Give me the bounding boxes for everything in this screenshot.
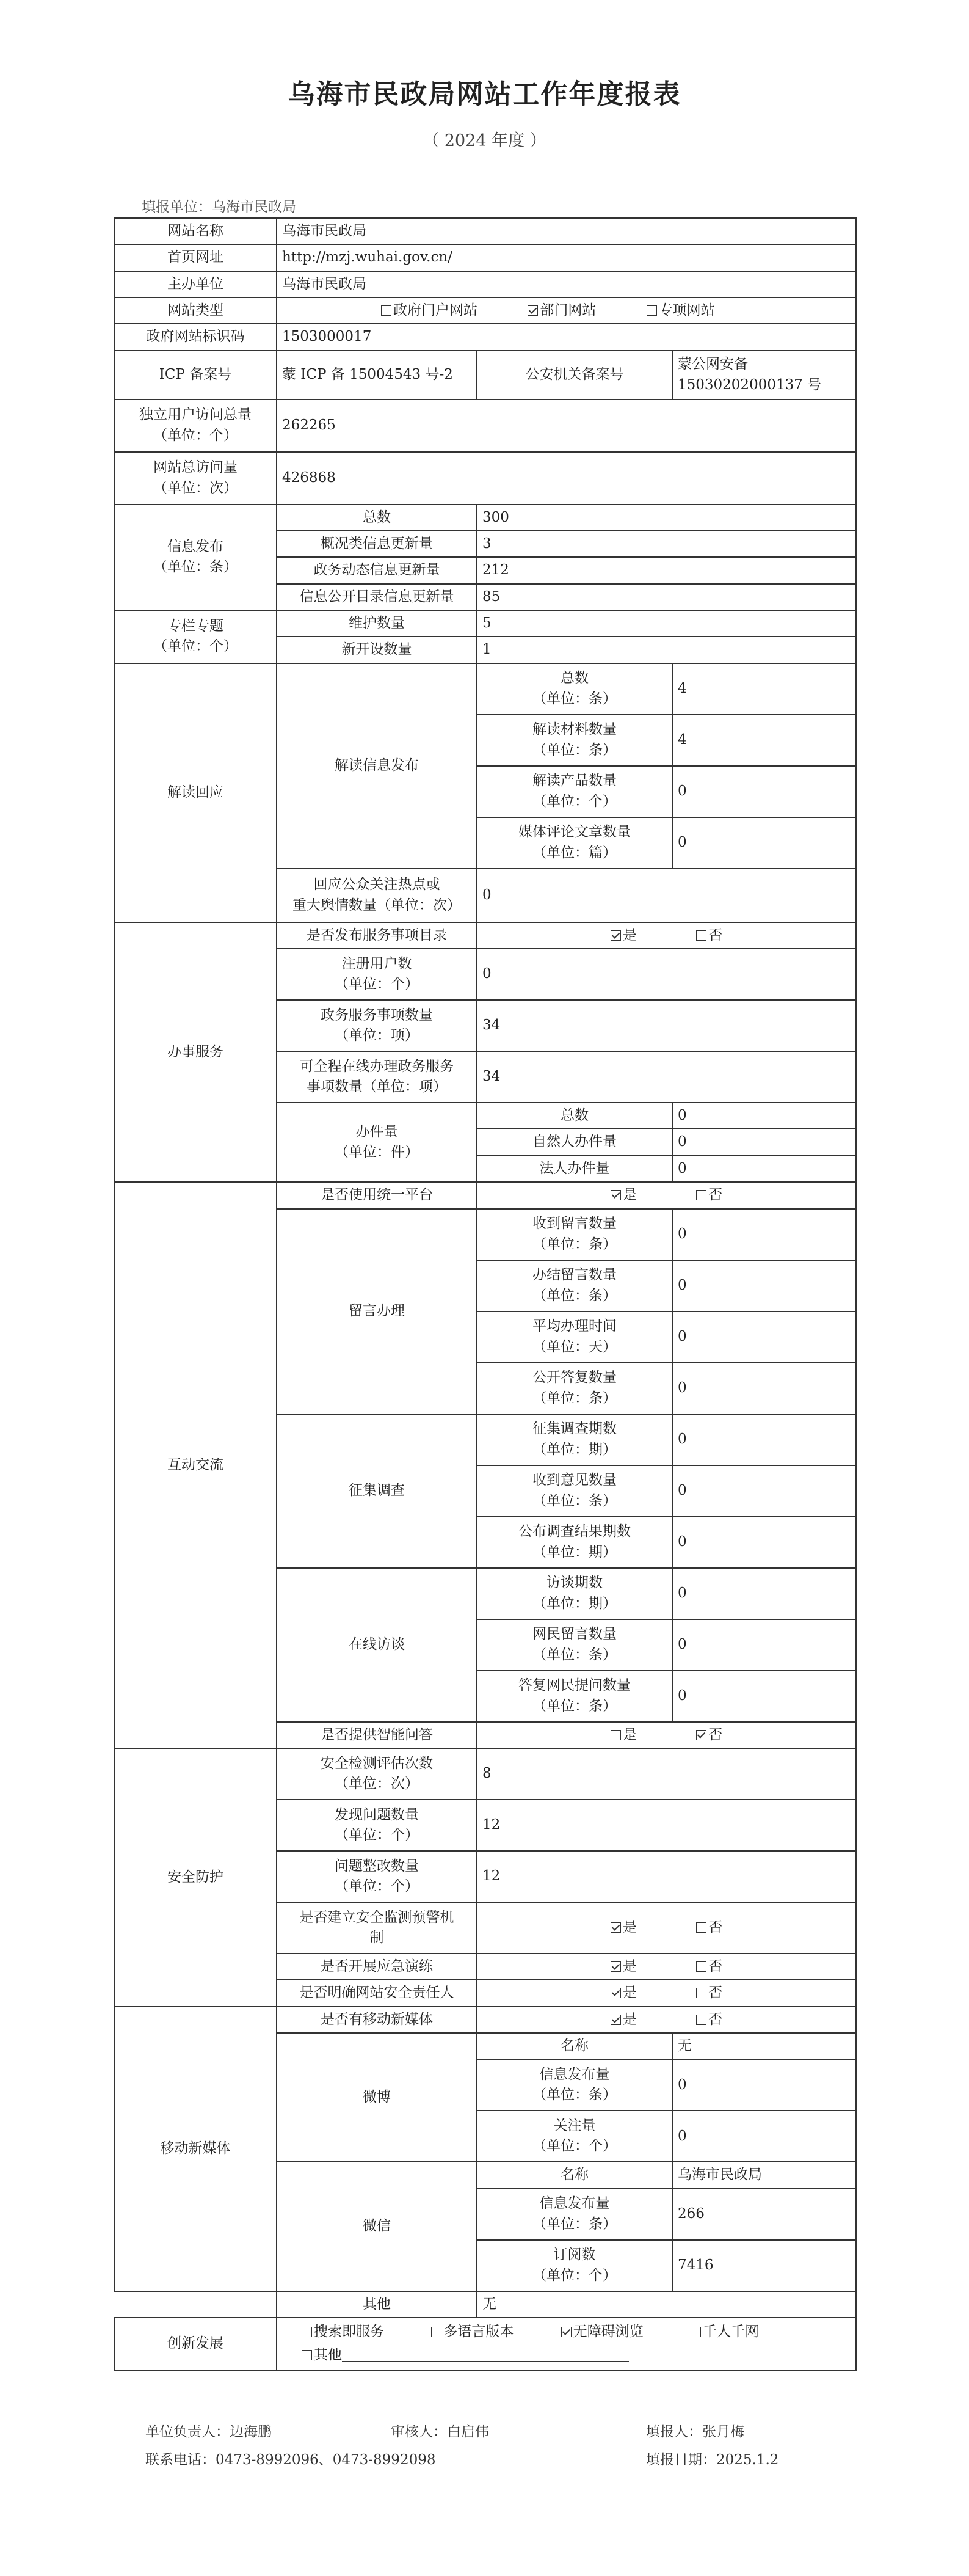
label-interpret-media: 媒体评论文章数量 （单位：篇） xyxy=(477,817,672,869)
value-wechat-subs: 7416 xyxy=(672,2240,856,2291)
report-table xyxy=(114,217,857,2371)
label-column-maintain: 维护数量 xyxy=(277,610,477,637)
label-survey-periods: 征集调查期数 （单位：期） xyxy=(477,1414,672,1465)
label-column: 专栏专题 （单位：个） xyxy=(114,610,277,663)
option-gov-portal[interactable] xyxy=(381,301,477,321)
label-sponsor: 主办单位 xyxy=(114,271,277,297)
row-service-catalog xyxy=(114,922,856,949)
label-interview-messages: 网民留言数量 （单位：条） xyxy=(477,1619,672,1671)
label-sec-fixed: 问题整改数量 （单位：个） xyxy=(277,1851,477,1902)
value-weibo-follow: 0 xyxy=(672,2111,856,2162)
label-interpret-material: 解读材料数量 （单位：条） xyxy=(477,715,672,766)
option-label: 是 xyxy=(622,927,637,943)
row-info-total xyxy=(114,505,856,531)
footer-phone-value: 0473-8992096、0473-8992098 xyxy=(216,2452,436,2468)
label-service-handled-total: 总数 xyxy=(477,1103,672,1129)
value-service-handled-total: 0 xyxy=(672,1103,856,1129)
label-smart-qa: 是否提供智能问答 xyxy=(277,1722,477,1748)
label-gov-site-id: 政府网站标识码 xyxy=(114,324,277,350)
footer-date-value: 2025.1.2 xyxy=(716,2452,779,2468)
footer-phone-label: 联系电话： xyxy=(145,2452,216,2468)
checkbox-empty-icon[interactable] xyxy=(381,305,391,316)
checkbox-empty-icon[interactable] xyxy=(696,1961,706,1972)
checkbox-empty-icon[interactable] xyxy=(611,1730,621,1740)
label-sec-drill: 是否开展应急演练 xyxy=(277,1954,477,1980)
row-innovation xyxy=(114,2318,856,2370)
label-info-disclosure: 信息公开目录信息更新量 xyxy=(277,584,477,610)
footer-filler-label: 填报人： xyxy=(646,2424,702,2440)
label-service: 办事服务 xyxy=(114,922,277,1182)
checkbox-empty-icon[interactable] xyxy=(647,305,657,316)
label-icp: ICP 备案号 xyxy=(114,351,277,400)
label-sec-checks: 安全检测评估次数 （单位：次） xyxy=(277,1748,477,1800)
value-total-visits: 426868 xyxy=(277,452,856,505)
option-label: 部门网站 xyxy=(540,302,597,319)
label-message: 留言办理 xyxy=(277,1209,477,1414)
label-site-name: 网站名称 xyxy=(114,218,277,244)
label-info-dynamic: 政务动态信息更新量 xyxy=(277,557,477,583)
checkbox-checked-icon[interactable] xyxy=(611,1190,621,1200)
row-interpret-total xyxy=(114,663,856,715)
value-info-dynamic: 212 xyxy=(477,557,856,583)
option-yes[interactable] xyxy=(611,1957,637,1977)
value-police: 蒙公网安备 15030202000137 号 xyxy=(672,351,856,400)
footer-reviewer xyxy=(391,2420,489,2440)
label-interpret-total: 总数 （单位：条） xyxy=(477,663,672,715)
label-total-visits: 网站总访问量 （单位：次） xyxy=(114,452,277,505)
label-interaction: 互动交流 xyxy=(114,1182,277,1748)
mobile-other-spacer xyxy=(114,2291,277,2318)
value-survey-periods: 0 xyxy=(672,1414,856,1465)
checkbox-checked-icon[interactable] xyxy=(611,2015,621,2025)
label-service-handled-person: 自然人办件量 xyxy=(477,1129,672,1155)
row-icp xyxy=(114,351,856,400)
label-unique-visitors: 独立用户访问总量 （单位：个） xyxy=(114,400,277,452)
option-special[interactable] xyxy=(647,301,715,321)
label-unified-platform: 是否使用统一平台 xyxy=(277,1182,477,1208)
label-innovation: 创新发展 xyxy=(114,2318,277,2370)
option-label: 多语言版本 xyxy=(443,2323,514,2340)
label-interpret: 解读回应 xyxy=(114,663,277,922)
label-interview-periods: 访谈期数 （单位：期） xyxy=(477,1568,672,1619)
checkbox-empty-icon[interactable] xyxy=(302,2327,312,2337)
option-multilang[interactable] xyxy=(431,2321,514,2344)
filler-unit-label: 填报单位： xyxy=(142,199,212,215)
value-msg-avg-time: 0 xyxy=(672,1312,856,1363)
label-service-items: 政务服务事项数量 （单位：项） xyxy=(277,1000,477,1051)
footer-date xyxy=(646,2448,778,2468)
option-barrier-free[interactable] xyxy=(561,2321,644,2344)
option-label: 否 xyxy=(708,1985,723,2001)
option-yes[interactable] xyxy=(611,1185,637,1205)
label-msg-public: 公开答复数量 （单位：条） xyxy=(477,1363,672,1414)
label-security: 安全防护 xyxy=(114,1748,277,2007)
value-info-overview: 3 xyxy=(477,531,856,557)
option-label: 其他 xyxy=(314,2346,342,2363)
report-year: （ 2024 年度 ） xyxy=(423,131,546,150)
option-no[interactable] xyxy=(696,2010,722,2030)
footer-leader-label: 单位负责人： xyxy=(145,2424,230,2440)
row-gov-site-id xyxy=(114,324,856,350)
label-weibo: 微博 xyxy=(277,2033,477,2162)
checkbox-empty-icon[interactable] xyxy=(696,2015,706,2025)
checkbox-checked-icon[interactable] xyxy=(696,1730,706,1740)
value-column-maintain: 5 xyxy=(477,610,856,637)
option-yes[interactable] xyxy=(611,2010,637,2030)
label-interpret-response: 回应公众关注热点或 重大舆情数量（单位：次） xyxy=(277,869,477,922)
value-interpret-response: 0 xyxy=(477,869,856,922)
label-service-catalog: 是否发布服务事项目录 xyxy=(277,922,477,949)
option-label: 专项网站 xyxy=(658,302,715,319)
value-service-items: 34 xyxy=(477,1000,856,1051)
label-service-handled-legal: 法人办件量 xyxy=(477,1156,672,1182)
label-sec-found: 发现问题数量 （单位：个） xyxy=(277,1800,477,1851)
label-interview-answers: 答复网民提问数量 （单位：条） xyxy=(477,1671,672,1722)
value-wechat-name: 乌海市民政局 xyxy=(672,2162,856,2188)
value-sec-found: 12 xyxy=(477,1800,856,1851)
label-interpret-product: 解读产品数量 （单位：个） xyxy=(477,766,672,817)
checkbox-empty-icon[interactable] xyxy=(696,1988,706,1998)
innovation-options xyxy=(277,2318,856,2370)
option-no[interactable] xyxy=(696,1983,722,2003)
value-sec-fixed: 12 xyxy=(477,1851,856,1902)
filler-unit: 乌海市民政局 xyxy=(212,199,296,215)
value-sec-checks: 8 xyxy=(477,1748,856,1800)
option-personal[interactable] xyxy=(691,2321,759,2344)
option-label: 否 xyxy=(708,1726,723,1743)
label-msg-done: 办结留言数量 （单位：条） xyxy=(477,1260,672,1312)
checkbox-checked-icon[interactable] xyxy=(611,1988,621,1998)
label-column-new: 新开设数量 xyxy=(277,637,477,663)
footer-reviewer-value: 白启伟 xyxy=(447,2424,489,2440)
value-interpret-product: 0 xyxy=(672,766,856,817)
option-label: 否 xyxy=(708,927,723,943)
footer-date-label: 填报日期： xyxy=(646,2452,716,2468)
value-info-disclosure: 85 xyxy=(477,584,856,610)
option-no[interactable] xyxy=(696,925,722,946)
row-home-url xyxy=(114,244,856,271)
option-instant-service[interactable] xyxy=(302,2321,384,2344)
label-home-url: 首页网址 xyxy=(114,244,277,271)
option-label: 否 xyxy=(708,1958,723,1974)
checkbox-checked-icon[interactable] xyxy=(561,2327,572,2337)
checkbox-empty-icon[interactable] xyxy=(696,1190,706,1200)
option-dept[interactable] xyxy=(528,301,596,321)
option-label: 是 xyxy=(622,1187,637,1203)
value-column-new: 1 xyxy=(477,637,856,663)
site-type-options xyxy=(277,297,856,324)
option-label: 无障碍浏览 xyxy=(573,2323,644,2340)
checkbox-empty-icon[interactable] xyxy=(696,1922,706,1933)
value-interview-answers: 0 xyxy=(672,1671,856,1722)
label-mobile-has: 是否有移动新媒体 xyxy=(277,2007,477,2033)
row-sec-checks xyxy=(114,1748,856,1800)
option-yes[interactable] xyxy=(611,1725,637,1745)
label-service-online: 可全程在线办理政务服务 事项数量（单位：项） xyxy=(277,1051,477,1103)
option-yes[interactable] xyxy=(611,1983,637,2003)
checkbox-empty-icon[interactable] xyxy=(302,2350,312,2360)
label-wechat-posts: 信息发布量 （单位：条） xyxy=(477,2189,672,2240)
row-site-name xyxy=(114,218,856,244)
sec-duty-options xyxy=(477,1980,856,2006)
label-survey-opinions: 收到意见数量 （单位：条） xyxy=(477,1465,672,1517)
label-mobile-other: 其他 xyxy=(277,2291,477,2318)
option-label: 否 xyxy=(708,1187,723,1203)
checkbox-checked-icon[interactable] xyxy=(528,305,538,316)
value-weibo-name: 无 xyxy=(672,2033,856,2059)
filler-unit-line xyxy=(142,195,296,216)
sec-drill-options xyxy=(477,1954,856,1980)
label-wechat-name: 名称 xyxy=(477,2162,672,2188)
option-label: 是 xyxy=(622,1919,637,1936)
label-survey-results: 公布调查结果期数 （单位：期） xyxy=(477,1517,672,1568)
checkbox-empty-icon[interactable] xyxy=(431,2327,441,2337)
option-no[interactable] xyxy=(696,1957,722,1977)
value-service-users: 0 xyxy=(477,949,856,1000)
label-weibo-name: 名称 xyxy=(477,2033,672,2059)
service-catalog-options xyxy=(477,922,856,949)
label-msg-avg-time: 平均办理时间 （单位：天） xyxy=(477,1312,672,1363)
footer-filler xyxy=(646,2420,744,2440)
value-interpret-material: 4 xyxy=(672,715,856,766)
value-msg-received: 0 xyxy=(672,1209,856,1260)
option-no[interactable] xyxy=(696,1917,722,1938)
label-sec-duty: 是否明确网站安全责任人 xyxy=(277,1980,477,2006)
label-police: 公安机关备案号 xyxy=(477,351,672,400)
row-sponsor xyxy=(114,271,856,297)
option-yes[interactable] xyxy=(611,925,637,946)
value-wechat-posts: 266 xyxy=(672,2189,856,2240)
value-icp: 蒙 ICP 备 15004543 号-2 xyxy=(277,351,477,400)
option-no[interactable] xyxy=(696,1725,722,1745)
value-service-online: 34 xyxy=(477,1051,856,1103)
option-label: 是 xyxy=(622,1726,637,1743)
label-weibo-posts: 信息发布量 （单位：条） xyxy=(477,2059,672,2111)
label-info-total: 总数 xyxy=(277,505,477,531)
value-msg-public: 0 xyxy=(672,1363,856,1414)
row-mobile-other xyxy=(114,2291,856,2318)
value-home-url: http://mzj.wuhai.gov.cn/ xyxy=(277,244,856,271)
row-site-type xyxy=(114,297,856,324)
checkbox-checked-icon[interactable] xyxy=(611,1961,621,1972)
row-unified-platform xyxy=(114,1182,856,1208)
value-sponsor: 乌海市民政局 xyxy=(277,271,856,297)
label-weibo-follow: 关注量 （单位：个） xyxy=(477,2111,672,2162)
option-label: 千人千网 xyxy=(702,2323,759,2340)
sec-monitor-options xyxy=(477,1902,856,1954)
label-info-overview: 概况类信息更新量 xyxy=(277,531,477,557)
option-no[interactable] xyxy=(696,1185,722,1205)
option-label: 搜索即服务 xyxy=(314,2323,384,2340)
option-label: 政府门户网站 xyxy=(393,302,477,319)
option-yes[interactable] xyxy=(611,1917,637,1938)
label-survey: 征集调查 xyxy=(277,1414,477,1568)
value-unique-visitors: 262265 xyxy=(277,400,856,452)
value-service-handled-legal: 0 xyxy=(672,1156,856,1182)
option-label: 是 xyxy=(622,2011,637,2027)
row-column-maintain xyxy=(114,610,856,637)
value-gov-site-id: 1503000017 xyxy=(277,324,856,350)
value-msg-done: 0 xyxy=(672,1260,856,1312)
label-info-release: 信息发布 （单位：条） xyxy=(114,505,277,610)
value-interview-periods: 0 xyxy=(672,1568,856,1619)
smart-qa-options xyxy=(477,1722,856,1748)
label-interview: 在线访谈 xyxy=(277,1568,477,1722)
value-interpret-media: 0 xyxy=(672,817,856,869)
row-total-visits xyxy=(114,452,856,505)
label-mobile: 移动新媒体 xyxy=(114,2007,277,2291)
footer-leader-value: 边海鹏 xyxy=(230,2424,272,2440)
checkbox-checked-icon[interactable] xyxy=(611,930,621,941)
option-label: 否 xyxy=(708,2011,723,2027)
label-service-handled: 办件量 （单位：件） xyxy=(277,1103,477,1182)
footer-leader xyxy=(145,2420,272,2440)
other-input-line[interactable] xyxy=(342,2349,629,2362)
option-label: 是 xyxy=(622,1958,637,1974)
value-interview-messages: 0 xyxy=(672,1619,856,1671)
label-wechat-subs: 订阅数 （单位：个） xyxy=(477,2240,672,2291)
value-site-name: 乌海市民政局 xyxy=(277,218,856,244)
mobile-has-options xyxy=(477,2007,856,2033)
option-label: 是 xyxy=(622,1985,637,2001)
checkbox-empty-icon[interactable] xyxy=(696,930,706,941)
value-mobile-other: 无 xyxy=(477,2291,856,2318)
option-label: 否 xyxy=(708,1919,723,1936)
unified-platform-options xyxy=(477,1182,856,1208)
value-survey-opinions: 0 xyxy=(672,1465,856,1517)
page-title: 乌海市民政局网站工作年度报表 xyxy=(288,79,681,110)
label-interpret-release: 解读信息发布 xyxy=(277,663,477,869)
value-survey-results: 0 xyxy=(672,1517,856,1568)
footer-filler-value: 张月梅 xyxy=(702,2424,744,2440)
checkbox-checked-icon[interactable] xyxy=(611,1922,621,1933)
footer-reviewer-label: 审核人： xyxy=(391,2424,447,2440)
row-mobile-has xyxy=(114,2007,856,2033)
value-weibo-posts: 0 xyxy=(672,2059,856,2111)
value-info-total: 300 xyxy=(477,505,856,531)
value-interpret-total: 4 xyxy=(672,663,856,715)
checkbox-empty-icon[interactable] xyxy=(691,2327,701,2337)
footer-phone xyxy=(145,2448,435,2468)
label-service-users: 注册用户数 （单位：个） xyxy=(277,949,477,1000)
label-msg-received: 收到留言数量 （单位：条） xyxy=(477,1209,672,1260)
row-unique-visitors xyxy=(114,400,856,452)
label-sec-monitor: 是否建立安全监测预警机 制 xyxy=(277,1902,477,1954)
label-site-type: 网站类型 xyxy=(114,297,277,324)
label-wechat: 微信 xyxy=(277,2162,477,2291)
value-service-handled-person: 0 xyxy=(672,1129,856,1155)
option-other[interactable] xyxy=(302,2344,629,2367)
